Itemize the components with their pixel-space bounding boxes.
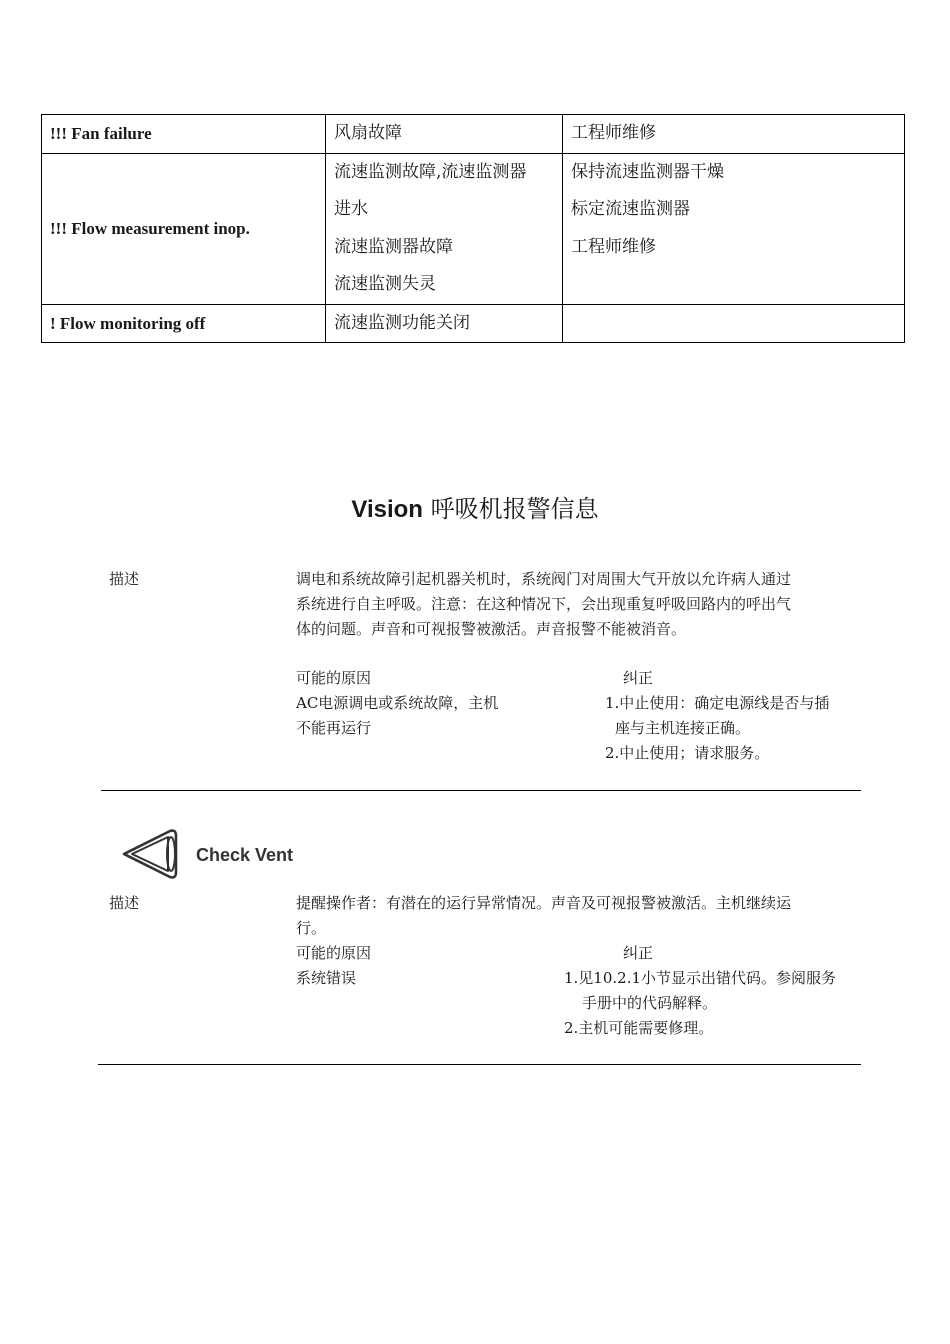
check-vent-title: Check Vent bbox=[196, 845, 294, 865]
cause-header: 可能的原因 bbox=[296, 669, 372, 687]
desc-label: 描述 bbox=[109, 570, 140, 588]
fix-line: 1.中止使用：确定电源线是否与插 bbox=[605, 694, 830, 712]
fix-line: 2.主机可能需要修理。 bbox=[564, 1019, 714, 1037]
table-row bbox=[42, 153, 905, 304]
cause-line: 进水 bbox=[334, 199, 368, 219]
section-title bbox=[0, 490, 950, 529]
action-line: 工程师维修 bbox=[571, 123, 656, 143]
fix-line: 手册中的代码解释。 bbox=[582, 994, 718, 1012]
cause-line: 风扇故障 bbox=[334, 123, 402, 143]
alarm-action bbox=[563, 153, 905, 304]
cause-line: 流速监测器故障 bbox=[334, 236, 453, 257]
cause-line: 流速监测功能关闭 bbox=[334, 312, 470, 333]
alarm-cause bbox=[326, 304, 563, 343]
alarm-table bbox=[41, 114, 905, 343]
alarm-message: !!! Flow measurement inop. bbox=[42, 153, 326, 304]
check-vent-icon bbox=[118, 826, 180, 884]
fix-header: 纠正 bbox=[623, 669, 654, 687]
fix-line: 1.见10.2.1小节显示出错代码。参阅服务 bbox=[564, 969, 837, 987]
table-row bbox=[42, 304, 905, 343]
cause-line: AC电源调电或系统故障，主机 bbox=[296, 694, 499, 712]
desc-label: 描述 bbox=[109, 894, 140, 912]
cause-line: 不能再运行 bbox=[296, 719, 372, 737]
desc-line: 提醒操作者：有潜在的运行异常情况。声音及可视报警被激活。主机继续运 bbox=[296, 894, 792, 912]
divider bbox=[101, 790, 861, 791]
fix-line: 座与主机连接正确。 bbox=[615, 719, 751, 737]
alarm-action bbox=[563, 304, 905, 343]
cause-line: 流速监测失灵 bbox=[334, 274, 436, 294]
alarm-action bbox=[563, 115, 905, 154]
cause-line: 流速监测故障,流速监测器 bbox=[334, 161, 527, 182]
alarm-cause bbox=[326, 115, 563, 154]
desc-line: 行。 bbox=[296, 919, 327, 937]
fix-line: 2.中止使用；请求服务。 bbox=[605, 744, 770, 762]
cause-header: 可能的原因 bbox=[296, 944, 372, 962]
title-brand: Vision bbox=[351, 496, 423, 523]
title-text: 呼吸机报警信息 bbox=[422, 495, 599, 523]
action-line: 保持流速监测器干燥 bbox=[571, 161, 724, 182]
table-row bbox=[42, 115, 905, 154]
cause-line: 系统错误 bbox=[296, 969, 357, 987]
alarm-message: ! Flow monitoring off bbox=[42, 304, 326, 343]
desc-line: 调电和系统故障引起机器关机时，系统阀门对周围大气开放以允许病人通过 bbox=[296, 570, 792, 588]
alarm-cause bbox=[326, 153, 563, 304]
divider bbox=[98, 1064, 861, 1065]
action-line: 工程师维修 bbox=[571, 236, 656, 257]
desc-line: 系统进行自主呼吸。注意：在这种情况下，会出现重复呼吸回路内的呼出气 bbox=[296, 595, 792, 613]
fix-header: 纠正 bbox=[623, 944, 654, 962]
action-line: 标定流速监测器 bbox=[571, 199, 690, 219]
alarm-message: !!! Fan failure bbox=[42, 115, 326, 154]
desc-line: 体的问题。声音和可视报警被激活。声音报警不能被消音。 bbox=[296, 620, 687, 638]
action-line bbox=[571, 305, 896, 343]
